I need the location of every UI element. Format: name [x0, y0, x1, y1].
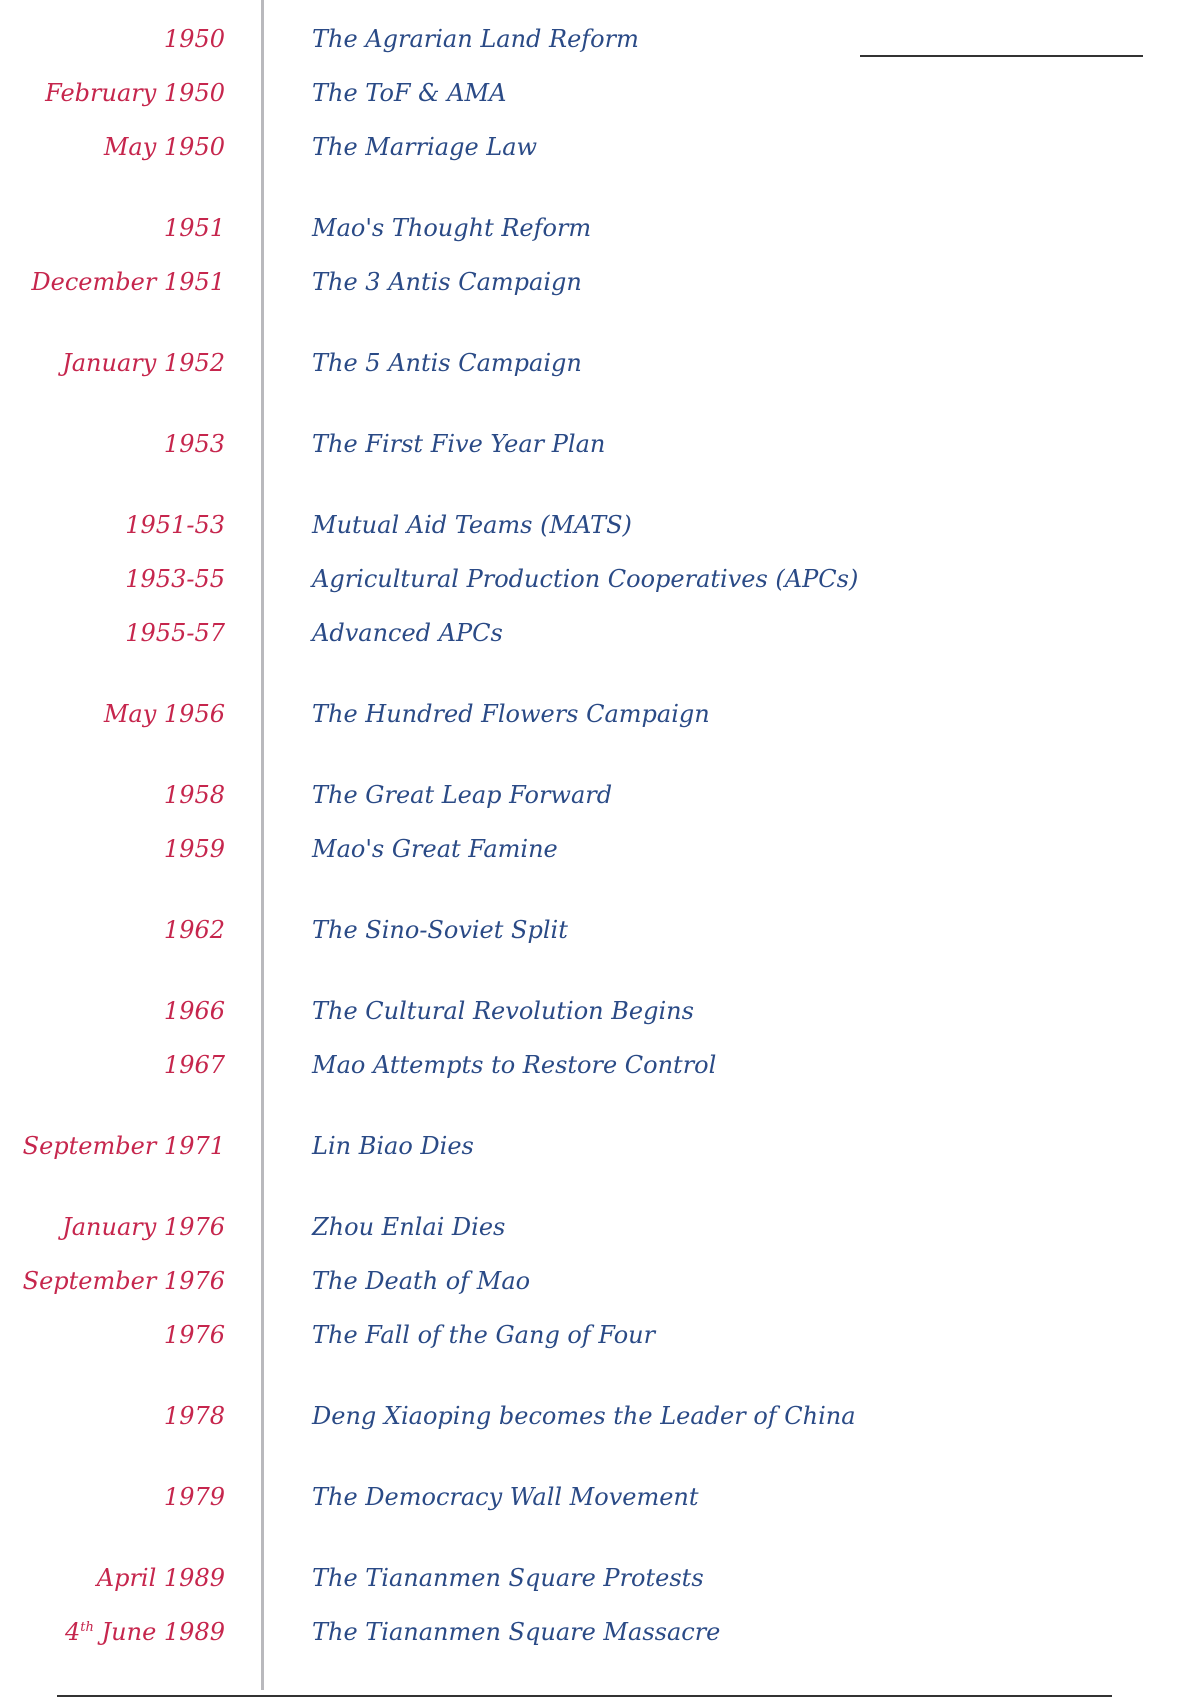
timeline-entry — [0, 1396, 1200, 1436]
entry-event: The Fall of the Gang of Four — [312, 1321, 656, 1349]
timeline-entry — [0, 1558, 1200, 1598]
entry-event: The Tiananmen Square Protests — [312, 1564, 704, 1592]
entry-date: January 1976 — [62, 1213, 225, 1241]
entry-date: 1976 — [163, 1321, 225, 1349]
entry-event: The Marriage Law — [312, 133, 538, 161]
entry-event: The ToF & AMA — [312, 79, 507, 107]
timeline-entry — [0, 1315, 1200, 1355]
entry-event: The 3 Antis Campaign — [312, 268, 582, 296]
entry-event: Lin Biao Dies — [312, 1132, 474, 1160]
entry-date: 1978 — [163, 1402, 225, 1430]
entry-date: 1962 — [163, 916, 225, 944]
timeline-entry — [0, 559, 1200, 599]
timeline-entry — [0, 910, 1200, 950]
timeline-entry — [0, 343, 1200, 383]
entry-event: Advanced APCs — [312, 619, 503, 647]
entry-date: September 1971 — [22, 1132, 225, 1160]
entry-date: September 1976 — [22, 1267, 225, 1295]
entry-event: Zhou Enlai Dies — [312, 1213, 506, 1241]
entry-event: The Death of Mao — [312, 1267, 531, 1295]
bottom-rule — [57, 1695, 1112, 1697]
timeline-entry — [0, 1126, 1200, 1166]
entry-event: Deng Xiaoping becomes the Leader of China — [312, 1402, 856, 1430]
entry-date — [65, 1612, 225, 1652]
timeline-entry — [0, 73, 1200, 113]
entry-date: 1951 — [163, 214, 225, 242]
timeline-entry — [0, 262, 1200, 302]
entry-date: May 1956 — [103, 700, 225, 728]
entry-event: Mao's Great Famine — [312, 835, 558, 863]
timeline-entry — [0, 1612, 1200, 1652]
timeline-entry — [0, 829, 1200, 869]
entry-event: The Great Leap Forward — [312, 781, 613, 809]
entry-date: May 1950 — [103, 133, 225, 161]
timeline-entry — [0, 127, 1200, 167]
date-day: 4 — [65, 1618, 81, 1646]
entry-event: The Tiananmen Square Massacre — [312, 1618, 721, 1646]
entry-event: The First Five Year Plan — [312, 430, 606, 458]
entry-date: February 1950 — [45, 79, 225, 107]
timeline-entry — [0, 19, 1200, 59]
entry-event: The Sino-Soviet Split — [312, 916, 568, 944]
entry-date: 1967 — [163, 1051, 225, 1079]
timeline-entry — [0, 208, 1200, 248]
timeline-entry — [0, 1045, 1200, 1085]
timeline-entry — [0, 1207, 1200, 1247]
entry-event: The Hundred Flowers Campaign — [312, 700, 710, 728]
entry-event: Agricultural Production Cooperatives (APCs) — [312, 565, 859, 593]
timeline-entry — [0, 991, 1200, 1031]
entry-date: 1953-55 — [125, 565, 225, 593]
date-month-year: June 1989 — [101, 1618, 225, 1646]
date-ordinal: th — [80, 1620, 94, 1635]
entry-event: Mutual Aid Teams (MATS) — [312, 511, 632, 539]
timeline-entry — [0, 1261, 1200, 1301]
entry-event: The 5 Antis Campaign — [312, 349, 582, 377]
entry-date: 1979 — [163, 1483, 225, 1511]
entry-event: Mao Attempts to Restore Control — [312, 1051, 717, 1079]
entry-date: 1955-57 — [125, 619, 225, 647]
entry-date: 1958 — [163, 781, 225, 809]
entry-date: 1959 — [163, 835, 225, 863]
timeline-entry — [0, 694, 1200, 734]
timeline-entry — [0, 1477, 1200, 1517]
entry-date: January 1952 — [62, 349, 225, 377]
entry-date: April 1989 — [96, 1564, 225, 1592]
entry-date: December 1951 — [31, 268, 225, 296]
entry-event: The Cultural Revolution Begins — [312, 997, 694, 1025]
entry-event: Mao's Thought Reform — [312, 214, 592, 242]
entry-date: 1966 — [163, 997, 225, 1025]
timeline-entry — [0, 505, 1200, 545]
timeline-entry — [0, 424, 1200, 464]
timeline-entry — [0, 613, 1200, 653]
entry-event: The Agrarian Land Reform — [312, 25, 639, 53]
entry-date: 1951-53 — [125, 511, 225, 539]
entry-date: 1950 — [163, 25, 225, 53]
entry-date: 1953 — [163, 430, 225, 458]
entry-event: The Democracy Wall Movement — [312, 1483, 699, 1511]
timeline-entry — [0, 775, 1200, 815]
